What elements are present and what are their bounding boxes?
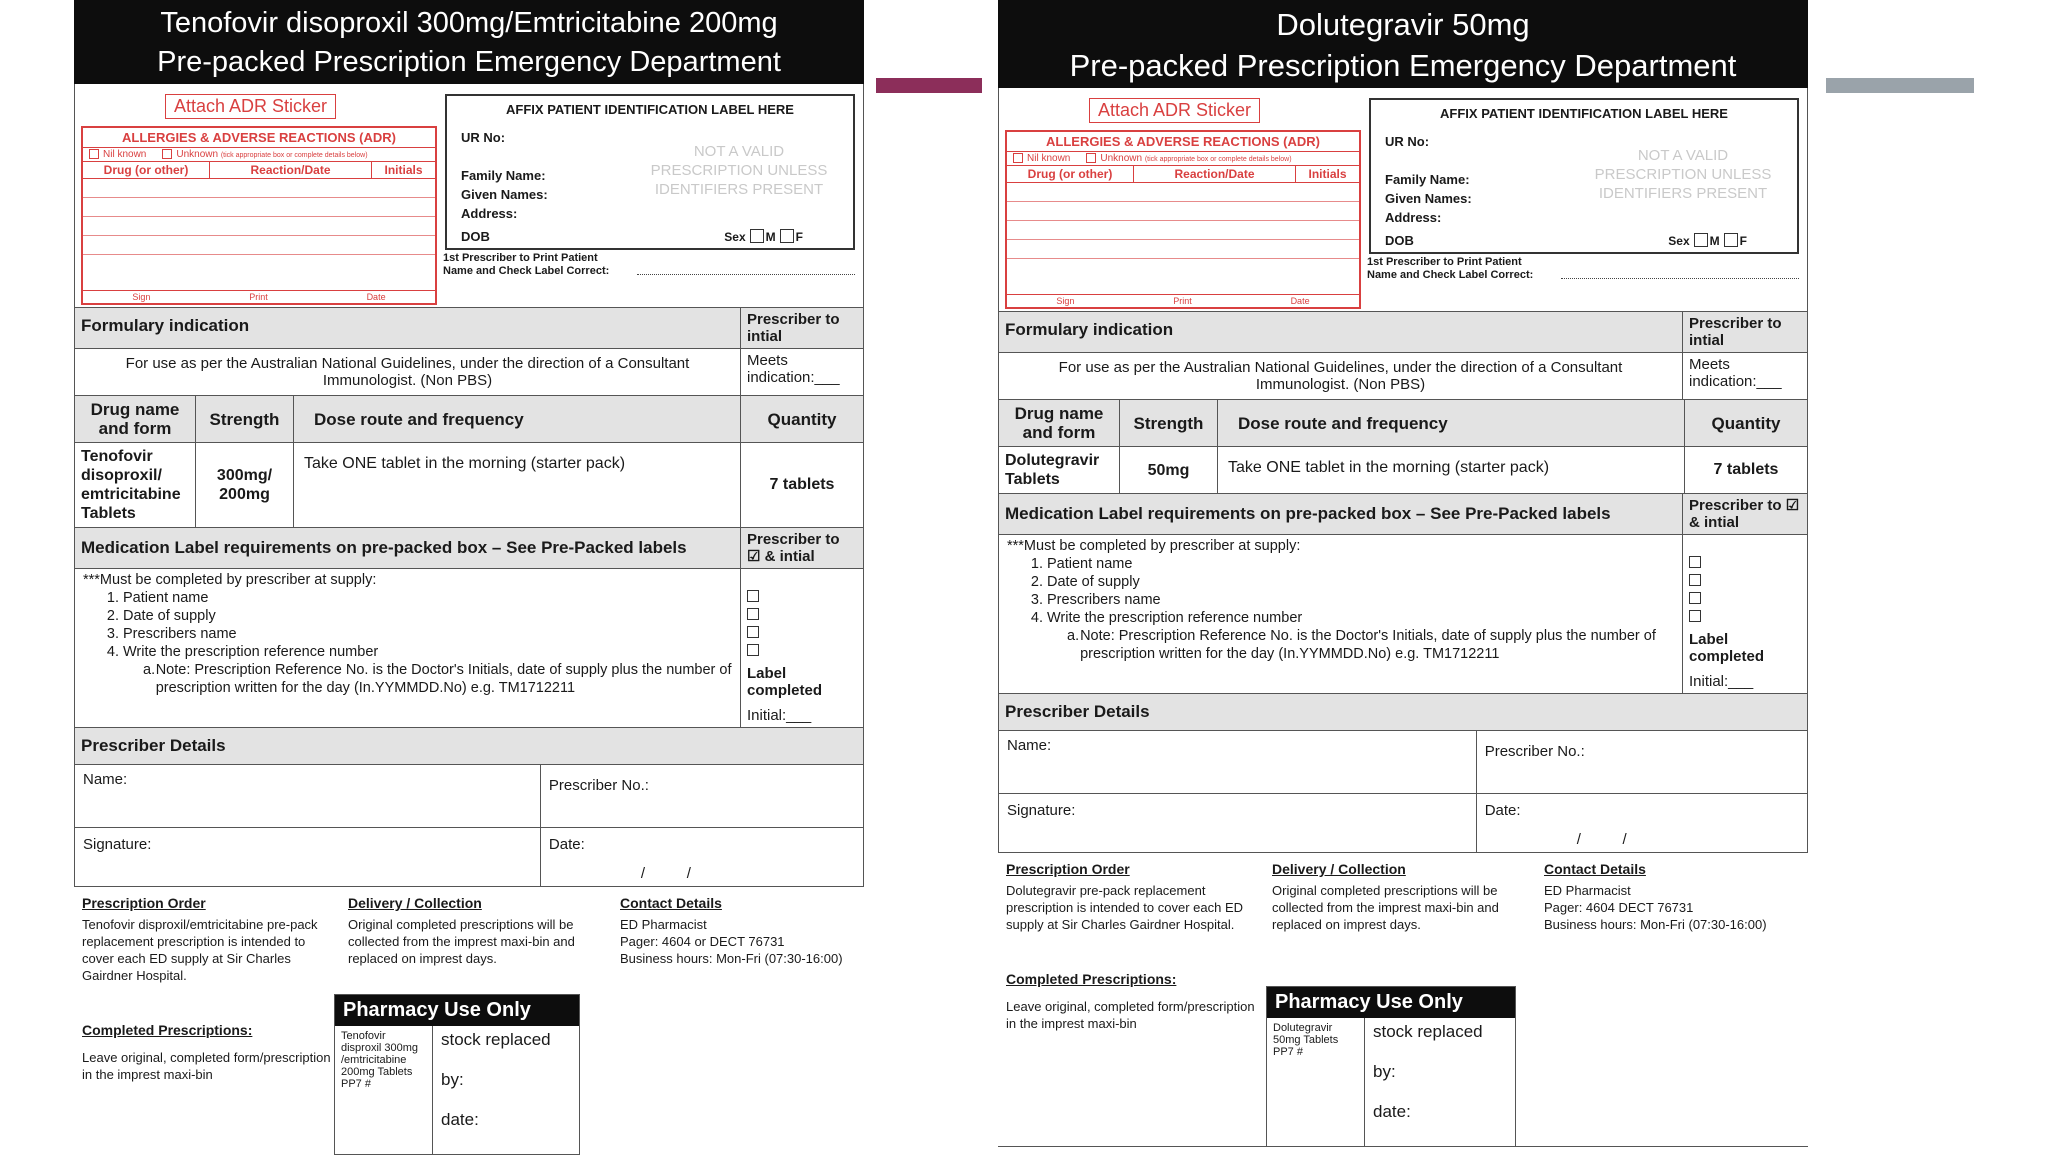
- label-req-item: 2. Date of supply: [123, 607, 732, 625]
- header-section: [999, 88, 1807, 312]
- label-completed-text: Label completed: [747, 665, 823, 699]
- pharmacy-fields: [433, 1026, 579, 1154]
- label-req-list: [999, 535, 1682, 693]
- adr-heading: ALLERGIES & ADVERSE REACTIONS (ADR): [83, 128, 435, 148]
- col-strength: Strength: [195, 396, 293, 442]
- adr-columns: [1007, 166, 1359, 183]
- label-req-checks: [1682, 535, 1807, 693]
- note-text: Note: Prescription Reference No. is the Doctor's Initials, date of supply plus the number of prescription written for the day (In.YYMMDD.No) e.g. TM1712211: [155, 662, 732, 696]
- unknown-option[interactable]: [1086, 153, 1291, 164]
- adr-section: [999, 88, 1361, 311]
- adr-options: [1007, 152, 1359, 166]
- contact-line: ED Pharmacist: [620, 917, 707, 932]
- note-text: Note: Prescription Reference No. is the Doctor's Initials, date of supply plus the number of prescription written for the day (In.YYMMDD.No) e.g. TM1712211: [1080, 628, 1656, 662]
- unknown-label: Unknown: [1100, 153, 1143, 164]
- sex-f-label: F: [795, 230, 803, 244]
- medication-strength: 50mg: [1119, 447, 1217, 493]
- label-req-item: 1. Patient name: [123, 589, 732, 607]
- dolutegravir-prescription-form: [998, 0, 1808, 1121]
- label-req-item: 4. Write the prescription reference number: [1047, 609, 1674, 627]
- check-box-item[interactable]: [747, 625, 857, 643]
- formulary-prescriber-label: Prescriber to intial: [1682, 312, 1807, 352]
- completed-title: Completed Prescriptions:: [82, 1022, 253, 1038]
- given-names-label: Given Names:: [461, 187, 548, 202]
- pharmacy-body: [335, 1026, 579, 1154]
- completed-text: Leave original, completed form/prescription in the imprest maxi-bin: [82, 1050, 331, 1082]
- adr-table: [1005, 130, 1361, 309]
- adr-heading: ALLERGIES & ADVERSE REACTIONS (ADR): [1007, 132, 1359, 152]
- sex-m-label: M: [765, 230, 776, 244]
- sex-f-label: F: [1739, 234, 1747, 248]
- prescriber-row-2: [999, 794, 1807, 852]
- check-box-item[interactable]: [1689, 555, 1801, 573]
- label-completed-text: Label completed: [1689, 631, 1765, 665]
- validity-watermark: [639, 142, 839, 199]
- check-line-2: Name and Check Label Correct:: [1367, 269, 1534, 281]
- watermark-line: PRESCRIPTION UNLESS: [1594, 166, 1772, 183]
- prescriber-row-2: [75, 828, 863, 886]
- label-req-item: 3. Prescribers name: [1047, 591, 1674, 609]
- label-initial-field[interactable]: Initial:___: [747, 707, 812, 724]
- watermark-line: PRESCRIPTION UNLESS: [650, 162, 828, 179]
- medication-quantity: 7 tablets: [1684, 447, 1807, 493]
- form-body: [74, 84, 864, 887]
- patient-name-checkbox[interactable]: [747, 590, 759, 602]
- signature-field[interactable]: Signature:: [1007, 802, 1076, 819]
- check-box-item[interactable]: [1689, 591, 1801, 609]
- sex-label: Sex: [724, 230, 746, 244]
- prescriber-name-checkbox[interactable]: [1689, 592, 1701, 604]
- label-req-items: [83, 589, 732, 661]
- prescriber-row-1: [75, 765, 863, 828]
- prescription-order-block: [998, 861, 1264, 1032]
- col-strength: Strength: [1119, 400, 1217, 446]
- watermark-line: IDENTIFIERS PRESENT: [654, 181, 824, 198]
- adr-col-reaction: Reaction/Date: [210, 162, 372, 178]
- date-label: Date:: [548, 836, 585, 853]
- label-req-item: 4. Write the prescription reference number: [123, 643, 732, 661]
- date-label: Date:: [1484, 802, 1521, 819]
- nil-known-checkbox[interactable]: [1013, 153, 1023, 163]
- adr-sign-label: Sign: [1056, 296, 1075, 306]
- ur-no-label: UR No:: [1385, 134, 1430, 149]
- medication-dose: Take ONE tablet in the morning (starter pack): [293, 443, 740, 527]
- pharmacy-item: Dolutegravir 50mg Tablets PP7 #: [1267, 1018, 1365, 1146]
- adr-col-drug: Drug (or other): [1007, 166, 1134, 182]
- pharmacy-heading: Pharmacy Use Only: [1267, 987, 1515, 1018]
- address-label: Address:: [1385, 210, 1442, 225]
- contact-block: [612, 895, 864, 1083]
- adr-row[interactable]: [83, 236, 435, 255]
- form-title: [998, 0, 1808, 88]
- patient-fields: [461, 128, 548, 223]
- sex-f-checkbox[interactable]: [780, 229, 794, 243]
- label-req-list: [75, 569, 740, 727]
- label-req-header-row: [999, 494, 1807, 535]
- date-slashes: / /: [640, 865, 691, 882]
- patient-fields: [1385, 132, 1472, 227]
- nil-known-label: Nil known: [1027, 153, 1071, 164]
- prescriber-header-row: [999, 694, 1807, 731]
- meets-indication-field[interactable]: Meets indication:___: [740, 349, 863, 395]
- date-supply-checkbox[interactable]: [747, 608, 759, 620]
- pharmacy-heading: Pharmacy Use Only: [335, 995, 579, 1026]
- spacer: [1385, 151, 1472, 170]
- sex-m-label: M: [1709, 234, 1720, 248]
- family-name-label: Family Name:: [461, 168, 546, 183]
- label-req-prescriber: Prescriber to ☑ & intial: [740, 528, 863, 568]
- formulary-row: [999, 353, 1807, 400]
- formulary-label: Formulary indication: [81, 316, 250, 335]
- patient-label-title: AFFIX PATIENT IDENTIFICATION LABEL HERE: [506, 102, 794, 117]
- unknown-checkbox[interactable]: [162, 149, 172, 159]
- label-initial-field[interactable]: Initial:___: [1689, 673, 1754, 690]
- prescriber-name-field[interactable]: Name:: [1007, 737, 1052, 754]
- label-req-heading: Medication Label requirements on pre-packed box – See Pre-Packed labels: [1005, 504, 1611, 523]
- patient-label-box: [445, 94, 855, 250]
- accent-bar-left: [876, 78, 982, 93]
- label-req-header-row: [75, 528, 863, 569]
- adr-row[interactable]: [83, 198, 435, 217]
- title-line-2: Pre-packed Prescription Emergency Department: [1069, 48, 1737, 83]
- contact-line: ED Pharmacist: [1544, 883, 1631, 898]
- form-bottom-rule: [998, 1146, 1808, 1147]
- adr-col-initials: Initials: [1308, 167, 1347, 181]
- order-text: Tenofovir disproxil/emtricitabine pre-pack replacement prescription is intended to cover each ED supply at Sir Charles Gairdner Hospital.: [82, 917, 318, 983]
- stock-replaced-label: stock replaced: [441, 1030, 551, 1049]
- medication-strength: 300mg/ 200mg: [195, 443, 293, 527]
- delivery-text: Original completed prescriptions will be collected from the imprest maxi-bin and replaced on imprest days.: [348, 917, 575, 966]
- prescriber-date-field[interactable]: [1476, 794, 1807, 852]
- adr-sticker-label: Attach ADR Sticker: [1089, 98, 1260, 123]
- label-check-field[interactable]: [1561, 278, 1799, 279]
- signature-field[interactable]: Signature:: [83, 836, 152, 853]
- label-check-prompt: [443, 252, 609, 278]
- formulary-header-row: [999, 312, 1807, 353]
- accent-bar-right: [1826, 78, 1974, 93]
- unknown-note: (tick appropriate box or complete details below): [220, 152, 368, 159]
- dob-label: DOB: [461, 229, 490, 244]
- col-quantity: Quantity: [740, 396, 863, 442]
- contact-line: Business hours: Mon-Fri (07:30-16:00): [620, 951, 843, 966]
- sex-field: [1668, 233, 1747, 248]
- pharmacy-date-field[interactable]: date:: [1373, 1102, 1411, 1121]
- adr-col-initials: Initials: [384, 163, 423, 177]
- label-req-items: [1007, 555, 1674, 627]
- sex-field: [724, 229, 803, 244]
- ur-no-label: UR No:: [461, 130, 506, 145]
- col-dose: Dose route and frequency: [293, 396, 740, 442]
- formulary-text: For use as per the Australian National Guidelines, under the direction of a Consultant Immunologist. (Non PBS): [1058, 359, 1623, 393]
- adr-options: [83, 148, 435, 162]
- label-check-field[interactable]: [637, 274, 855, 275]
- label-req-item: 3. Prescribers name: [123, 625, 732, 643]
- pharmacy-use-box: [334, 994, 580, 1155]
- check-line-1: 1st Prescriber to Print Patient: [443, 252, 598, 264]
- patient-id-section: [437, 84, 863, 307]
- label-req-row: [75, 569, 863, 728]
- column-header-row: [75, 396, 863, 443]
- adr-sign-row: [83, 290, 435, 303]
- label-req-prescriber: Prescriber to ☑ & intial: [1682, 494, 1807, 534]
- prescriber-heading: Prescriber Details: [1005, 702, 1150, 721]
- prescriber-date-field[interactable]: [540, 828, 863, 886]
- sex-f-checkbox[interactable]: [1724, 233, 1738, 247]
- spacer: [461, 147, 548, 166]
- contact-line: Business hours: Mon-Fri (07:30-16:00): [1544, 917, 1767, 932]
- patient-name-checkbox[interactable]: [1689, 556, 1701, 568]
- adr-columns: [83, 162, 435, 179]
- medication-row: [999, 447, 1807, 494]
- pharmacy-item: Tenofovir disproxil 300mg /emtricitabine 200mg Tablets PP7 #: [335, 1026, 433, 1154]
- check-line-2: Name and Check Label Correct:: [443, 265, 610, 277]
- pharmacy-body: [1267, 1018, 1515, 1146]
- adr-rows[interactable]: [1007, 183, 1359, 259]
- nil-known-checkbox[interactable]: [89, 149, 99, 159]
- medication-row: [75, 443, 863, 528]
- header-section: [75, 84, 863, 308]
- pharmacy-by-field[interactable]: by:: [1373, 1062, 1396, 1081]
- patient-label-box: [1369, 98, 1799, 254]
- formulary-label: Formulary indication: [1005, 320, 1174, 339]
- sex-label: Sex: [1668, 234, 1690, 248]
- delivery-text: Original completed prescriptions will be collected from the imprest maxi-bin and replaced on imprest days.: [1272, 883, 1499, 932]
- col-dose: Dose route and frequency: [1217, 400, 1684, 446]
- adr-sign-label: Sign: [132, 292, 151, 302]
- prescriber-row-1: [999, 731, 1807, 794]
- adr-sticker-label: Attach ADR Sticker: [165, 94, 336, 119]
- formulary-row: [75, 349, 863, 396]
- date-supply-checkbox[interactable]: [1689, 574, 1701, 586]
- adr-print-label: Print: [1173, 296, 1192, 306]
- prescriber-no-field[interactable]: Prescriber No.:: [540, 765, 863, 827]
- adr-print-label: Print: [249, 292, 268, 302]
- stock-replaced-label: stock replaced: [1373, 1022, 1483, 1041]
- prescriber-header-row: [75, 728, 863, 765]
- contact-title: Contact Details: [620, 895, 722, 911]
- adr-section: [75, 84, 437, 307]
- unknown-note: (tick appropriate box or complete details below): [1144, 156, 1292, 163]
- reference-checkbox[interactable]: [747, 644, 759, 656]
- watermark-line: IDENTIFIERS PRESENT: [1598, 185, 1768, 202]
- label-req-heading: Medication Label requirements on pre-packed box – See Pre-Packed labels: [81, 538, 687, 557]
- adr-date-label: Date: [366, 292, 386, 302]
- medication-quantity: 7 tablets: [740, 443, 863, 527]
- check-box-item[interactable]: [1689, 609, 1801, 627]
- adr-date-label: Date: [1290, 296, 1310, 306]
- formulary-header-row: [75, 308, 863, 349]
- adr-row[interactable]: [1007, 240, 1359, 259]
- meets-indication-field[interactable]: Meets indication:___: [1682, 353, 1807, 399]
- nil-known-option[interactable]: [1013, 153, 1070, 164]
- title-line-1: Dolutegravir 50mg: [1276, 7, 1530, 42]
- adr-col-reaction: Reaction/Date: [1134, 166, 1296, 182]
- col-drug-name: Drug name and form: [1014, 404, 1104, 442]
- column-header-row: [999, 400, 1807, 447]
- tenofovir-prescription-form: [74, 0, 864, 1129]
- contact-block: [1536, 861, 1808, 1032]
- note-letter: a.: [143, 662, 156, 678]
- label-req-note: [1007, 627, 1674, 663]
- order-title: Prescription Order: [1006, 861, 1130, 877]
- adr-row[interactable]: [1007, 202, 1359, 221]
- order-title: Prescription Order: [82, 895, 206, 911]
- prescriber-name-checkbox[interactable]: [747, 626, 759, 638]
- contact-title: Contact Details: [1544, 861, 1646, 877]
- medication-drug: Dolutegravir Tablets: [1005, 452, 1100, 488]
- label-req-item: 2. Date of supply: [1047, 573, 1674, 591]
- check-box-item[interactable]: [747, 589, 857, 607]
- order-text: Dolutegravir pre-pack replacement prescription is intended to cover each ED supply at Sir Charles Gairdner Hospital.: [1006, 883, 1244, 932]
- form-body: [998, 88, 1808, 853]
- unknown-option[interactable]: [162, 149, 367, 160]
- given-names-label: Given Names:: [1385, 191, 1472, 206]
- label-req-note: [83, 661, 732, 697]
- delivery-title: Delivery / Collection: [1272, 861, 1406, 877]
- formulary-prescriber-label: Prescriber to intial: [740, 308, 863, 348]
- nil-known-option[interactable]: [89, 149, 146, 160]
- unknown-label: Unknown: [176, 149, 219, 160]
- watermark-line: NOT A VALID: [1637, 147, 1729, 164]
- prescription-order-block: [74, 895, 340, 1083]
- medication-dose: Take ONE tablet in the morning (starter pack): [1217, 447, 1684, 493]
- validity-watermark: [1583, 146, 1783, 203]
- adr-rows[interactable]: [83, 179, 435, 255]
- completed-title: Completed Prescriptions:: [1006, 971, 1177, 987]
- pharmacy-by-field[interactable]: by:: [441, 1070, 464, 1089]
- label-check-prompt: [1367, 256, 1533, 282]
- pharmacy-date-field[interactable]: date:: [441, 1110, 479, 1129]
- prescriber-no-field[interactable]: Prescriber No.:: [1476, 731, 1807, 793]
- contact-line: Pager: 4604 or DECT 76731: [620, 934, 785, 949]
- note-letter: a.: [1067, 628, 1080, 644]
- dob-label: DOB: [1385, 233, 1414, 248]
- title-line-2: Pre-packed Prescription Emergency Department: [157, 46, 781, 78]
- unknown-checkbox[interactable]: [1086, 153, 1096, 163]
- title-line-1: Tenofovir disoproxil 300mg/Emtricitabine 200mg: [160, 7, 778, 39]
- date-slashes: / /: [1576, 831, 1627, 848]
- col-quantity: Quantity: [1684, 400, 1807, 446]
- completed-text: Leave original, completed form/prescription in the imprest maxi-bin: [1006, 999, 1255, 1031]
- form-title: [74, 0, 864, 84]
- delivery-title: Delivery / Collection: [348, 895, 482, 911]
- sex-m-checkbox[interactable]: [1694, 233, 1708, 247]
- check-box-item[interactable]: [1689, 573, 1801, 591]
- address-label: Address:: [461, 206, 518, 221]
- check-line-1: 1st Prescriber to Print Patient: [1367, 256, 1522, 268]
- check-box-item[interactable]: [747, 607, 857, 625]
- check-box-item[interactable]: [747, 643, 857, 661]
- family-name-label: Family Name:: [1385, 172, 1470, 187]
- label-req-checks: [740, 569, 863, 727]
- label-req-row: [999, 535, 1807, 694]
- pharmacy-fields: [1365, 1018, 1515, 1146]
- label-req-intro: ***Must be completed by prescriber at supply:: [83, 572, 377, 588]
- sex-m-checkbox[interactable]: [750, 229, 764, 243]
- adr-col-drug: Drug (or other): [83, 162, 210, 178]
- adr-row[interactable]: [1007, 183, 1359, 202]
- contact-line: Pager: 4604 DECT 76731: [1544, 900, 1694, 915]
- adr-sign-row: [1007, 294, 1359, 307]
- adr-table: [81, 126, 437, 305]
- pharmacy-use-box: [1266, 986, 1516, 1147]
- adr-row[interactable]: [83, 217, 435, 236]
- label-req-item: 1. Patient name: [1047, 555, 1674, 573]
- col-drug-name: Drug name and form: [90, 400, 180, 438]
- patient-label-title: AFFIX PATIENT IDENTIFICATION LABEL HERE: [1440, 106, 1728, 121]
- patient-id-section: [1361, 88, 1807, 311]
- prescriber-name-field[interactable]: Name:: [83, 771, 128, 788]
- medication-drug: Tenofovir disoproxil/ emtricitabine Tablets: [81, 448, 181, 522]
- prescriber-heading: Prescriber Details: [81, 736, 226, 755]
- adr-row[interactable]: [83, 179, 435, 198]
- adr-row[interactable]: [1007, 221, 1359, 240]
- nil-known-label: Nil known: [103, 149, 147, 160]
- label-req-intro: ***Must be completed by prescriber at supply:: [1007, 538, 1301, 554]
- reference-checkbox[interactable]: [1689, 610, 1701, 622]
- watermark-line: NOT A VALID: [693, 143, 785, 160]
- formulary-text: For use as per the Australian National Guidelines, under the direction of a Consultant Immunologist. (Non PBS): [125, 355, 690, 389]
